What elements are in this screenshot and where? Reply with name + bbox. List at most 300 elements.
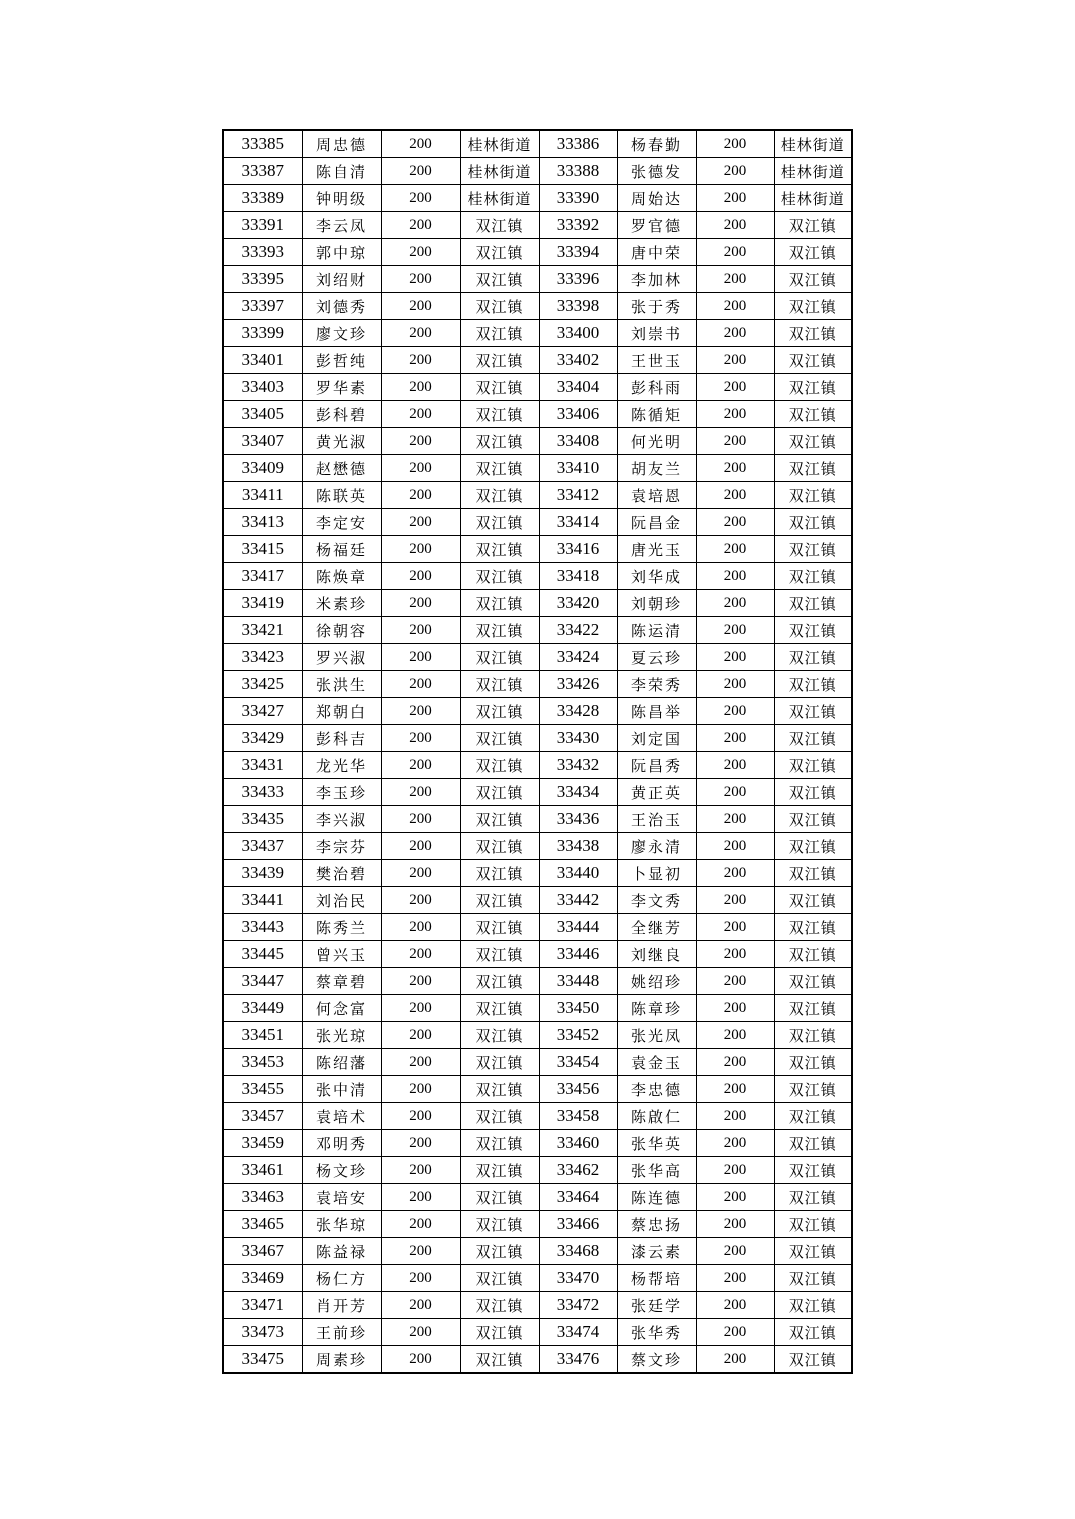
location-cell: 双江镇 (460, 779, 539, 806)
amount-cell: 200 (381, 671, 460, 698)
table-row (223, 941, 852, 968)
location-cell: 双江镇 (774, 590, 852, 617)
person-name-cell: 李云凤 (302, 212, 381, 239)
amount-cell: 200 (381, 185, 460, 212)
person-name-cell: 李忠德 (617, 1076, 696, 1103)
record-id-cell: 33453 (223, 1049, 302, 1076)
person-name-cell: 陈循矩 (617, 401, 696, 428)
person-name-cell: 李玉珍 (302, 779, 381, 806)
person-name-cell: 陈章珍 (617, 995, 696, 1022)
person-name-cell: 李文秀 (617, 887, 696, 914)
amount-cell: 200 (381, 617, 460, 644)
person-name-cell: 黄光淑 (302, 428, 381, 455)
record-id-cell: 33468 (539, 1238, 617, 1265)
record-id-cell: 33423 (223, 644, 302, 671)
location-cell: 双江镇 (774, 347, 852, 374)
location-cell: 双江镇 (774, 482, 852, 509)
table-row (223, 833, 852, 860)
location-cell: 双江镇 (460, 752, 539, 779)
amount-cell: 200 (381, 455, 460, 482)
record-id-cell: 33456 (539, 1076, 617, 1103)
location-cell: 双江镇 (774, 374, 852, 401)
amount-cell: 200 (696, 941, 774, 968)
location-cell: 双江镇 (774, 806, 852, 833)
location-cell: 双江镇 (460, 482, 539, 509)
person-name-cell: 杨仁方 (302, 1265, 381, 1292)
location-cell: 双江镇 (460, 320, 539, 347)
amount-cell: 200 (381, 293, 460, 320)
record-id-cell: 33445 (223, 941, 302, 968)
record-id-cell: 33452 (539, 1022, 617, 1049)
table-row (223, 374, 852, 401)
table-row (223, 914, 852, 941)
person-name-cell: 曾兴玉 (302, 941, 381, 968)
person-name-cell: 周素珍 (302, 1346, 381, 1374)
record-id-cell: 33448 (539, 968, 617, 995)
amount-cell: 200 (696, 779, 774, 806)
amount-cell: 200 (696, 293, 774, 320)
location-cell: 双江镇 (774, 671, 852, 698)
table-row (223, 806, 852, 833)
location-cell: 双江镇 (774, 401, 852, 428)
record-id-cell: 33433 (223, 779, 302, 806)
person-name-cell: 阮昌秀 (617, 752, 696, 779)
person-name-cell: 袁金玉 (617, 1049, 696, 1076)
amount-cell: 200 (696, 590, 774, 617)
table-row (223, 239, 852, 266)
amount-cell: 200 (381, 860, 460, 887)
location-cell: 双江镇 (460, 347, 539, 374)
location-cell: 双江镇 (774, 266, 852, 293)
record-id-cell: 33463 (223, 1184, 302, 1211)
location-cell: 桂林街道 (460, 185, 539, 212)
location-cell: 双江镇 (460, 266, 539, 293)
amount-cell: 200 (381, 833, 460, 860)
table-row (223, 617, 852, 644)
table-row (223, 320, 852, 347)
table-row (223, 293, 852, 320)
location-cell: 双江镇 (774, 860, 852, 887)
person-name-cell: 蔡章碧 (302, 968, 381, 995)
person-name-cell: 张洪生 (302, 671, 381, 698)
location-cell: 双江镇 (460, 698, 539, 725)
amount-cell: 200 (381, 995, 460, 1022)
amount-cell: 200 (381, 1157, 460, 1184)
table-row (223, 1292, 852, 1319)
location-cell: 双江镇 (774, 1292, 852, 1319)
location-cell: 双江镇 (460, 725, 539, 752)
record-id-cell: 33465 (223, 1211, 302, 1238)
location-cell: 双江镇 (460, 428, 539, 455)
person-name-cell: 罗华素 (302, 374, 381, 401)
record-id-cell: 33436 (539, 806, 617, 833)
person-name-cell: 杨福廷 (302, 536, 381, 563)
amount-cell: 200 (696, 266, 774, 293)
amount-cell: 200 (381, 1238, 460, 1265)
location-cell: 双江镇 (774, 698, 852, 725)
record-id-cell: 33425 (223, 671, 302, 698)
amount-cell: 200 (696, 320, 774, 347)
amount-cell: 200 (696, 347, 774, 374)
amount-cell: 200 (696, 752, 774, 779)
record-id-cell: 33411 (223, 482, 302, 509)
record-id-cell: 33427 (223, 698, 302, 725)
record-id-cell: 33464 (539, 1184, 617, 1211)
table-body (223, 130, 852, 1373)
table-row (223, 509, 852, 536)
person-name-cell: 李加林 (617, 266, 696, 293)
table-row (223, 1103, 852, 1130)
person-name-cell: 黄正英 (617, 779, 696, 806)
record-id-cell: 33454 (539, 1049, 617, 1076)
amount-cell: 200 (696, 617, 774, 644)
location-cell: 双江镇 (460, 212, 539, 239)
person-name-cell: 彭科吉 (302, 725, 381, 752)
location-cell: 双江镇 (774, 293, 852, 320)
record-id-cell: 33403 (223, 374, 302, 401)
location-cell: 双江镇 (774, 536, 852, 563)
person-name-cell: 龙光华 (302, 752, 381, 779)
person-name-cell: 漆云素 (617, 1238, 696, 1265)
amount-cell: 200 (696, 887, 774, 914)
record-id-cell: 33430 (539, 725, 617, 752)
person-name-cell: 陈自清 (302, 158, 381, 185)
location-cell: 双江镇 (774, 968, 852, 995)
location-cell: 双江镇 (774, 644, 852, 671)
location-cell: 双江镇 (460, 1238, 539, 1265)
person-name-cell: 袁培恩 (617, 482, 696, 509)
person-name-cell: 彭科雨 (617, 374, 696, 401)
table-row (223, 590, 852, 617)
record-id-cell: 33401 (223, 347, 302, 374)
person-name-cell: 郑朝白 (302, 698, 381, 725)
person-name-cell: 邓明秀 (302, 1130, 381, 1157)
table-row (223, 968, 852, 995)
amount-cell: 200 (381, 1130, 460, 1157)
record-id-cell: 33432 (539, 752, 617, 779)
table-row (223, 536, 852, 563)
amount-cell: 200 (696, 725, 774, 752)
record-id-cell: 33470 (539, 1265, 617, 1292)
amount-cell: 200 (696, 1076, 774, 1103)
record-id-cell: 33447 (223, 968, 302, 995)
amount-cell: 200 (381, 1265, 460, 1292)
record-id-cell: 33390 (539, 185, 617, 212)
record-id-cell: 33419 (223, 590, 302, 617)
record-id-cell: 33459 (223, 1130, 302, 1157)
amount-cell: 200 (696, 671, 774, 698)
amount-cell: 200 (696, 1103, 774, 1130)
person-name-cell: 刘绍财 (302, 266, 381, 293)
person-name-cell: 郭中琼 (302, 239, 381, 266)
location-cell: 双江镇 (460, 941, 539, 968)
record-id-cell: 33444 (539, 914, 617, 941)
record-id-cell: 33396 (539, 266, 617, 293)
person-name-cell: 张华英 (617, 1130, 696, 1157)
person-name-cell: 何光明 (617, 428, 696, 455)
location-cell: 双江镇 (774, 1184, 852, 1211)
amount-cell: 200 (381, 1346, 460, 1374)
table-row (223, 1130, 852, 1157)
location-cell: 双江镇 (460, 239, 539, 266)
amount-cell: 200 (696, 806, 774, 833)
amount-cell: 200 (696, 1049, 774, 1076)
location-cell: 桂林街道 (774, 158, 852, 185)
location-cell: 双江镇 (460, 563, 539, 590)
person-name-cell: 周始达 (617, 185, 696, 212)
record-id-cell: 33410 (539, 455, 617, 482)
record-id-cell: 33475 (223, 1346, 302, 1374)
location-cell: 双江镇 (774, 1346, 852, 1374)
table-row (223, 752, 852, 779)
table-row (223, 563, 852, 590)
table-row (223, 725, 852, 752)
location-cell: 双江镇 (774, 1238, 852, 1265)
person-name-cell: 蔡文珍 (617, 1346, 696, 1374)
location-cell: 双江镇 (774, 1130, 852, 1157)
location-cell: 双江镇 (460, 509, 539, 536)
table-row (223, 1049, 852, 1076)
person-name-cell: 徐朝容 (302, 617, 381, 644)
location-cell: 双江镇 (460, 1319, 539, 1346)
record-id-cell: 33389 (223, 185, 302, 212)
location-cell: 双江镇 (460, 1049, 539, 1076)
record-id-cell: 33422 (539, 617, 617, 644)
record-id-cell: 33429 (223, 725, 302, 752)
location-cell: 双江镇 (774, 1049, 852, 1076)
payment-list-table (222, 129, 853, 1374)
record-id-cell: 33424 (539, 644, 617, 671)
location-cell: 双江镇 (774, 1076, 852, 1103)
amount-cell: 200 (696, 185, 774, 212)
amount-cell: 200 (696, 1319, 774, 1346)
table-row (223, 1022, 852, 1049)
amount-cell: 200 (381, 1211, 460, 1238)
amount-cell: 200 (696, 482, 774, 509)
person-name-cell: 张于秀 (617, 293, 696, 320)
location-cell: 双江镇 (774, 428, 852, 455)
amount-cell: 200 (696, 1265, 774, 1292)
location-cell: 双江镇 (774, 455, 852, 482)
person-name-cell: 彭哲纯 (302, 347, 381, 374)
amount-cell: 200 (696, 914, 774, 941)
amount-cell: 200 (381, 212, 460, 239)
amount-cell: 200 (696, 239, 774, 266)
location-cell: 双江镇 (460, 1265, 539, 1292)
record-id-cell: 33472 (539, 1292, 617, 1319)
location-cell: 双江镇 (774, 320, 852, 347)
record-id-cell: 33418 (539, 563, 617, 590)
person-name-cell: 钟明级 (302, 185, 381, 212)
record-id-cell: 33439 (223, 860, 302, 887)
amount-cell: 200 (381, 509, 460, 536)
record-id-cell: 33458 (539, 1103, 617, 1130)
record-id-cell: 33461 (223, 1157, 302, 1184)
person-name-cell: 李定安 (302, 509, 381, 536)
location-cell: 双江镇 (774, 1265, 852, 1292)
amount-cell: 200 (381, 941, 460, 968)
person-name-cell: 卜显初 (617, 860, 696, 887)
table-row (223, 185, 852, 212)
record-id-cell: 33407 (223, 428, 302, 455)
location-cell: 双江镇 (774, 1022, 852, 1049)
record-id-cell: 33428 (539, 698, 617, 725)
amount-cell: 200 (696, 995, 774, 1022)
record-id-cell: 33409 (223, 455, 302, 482)
person-name-cell: 张华秀 (617, 1319, 696, 1346)
amount-cell: 200 (381, 1319, 460, 1346)
amount-cell: 200 (381, 428, 460, 455)
location-cell: 双江镇 (774, 833, 852, 860)
amount-cell: 200 (381, 158, 460, 185)
person-name-cell: 袁培术 (302, 1103, 381, 1130)
person-name-cell: 陈焕章 (302, 563, 381, 590)
record-id-cell: 33460 (539, 1130, 617, 1157)
location-cell: 双江镇 (774, 779, 852, 806)
location-cell: 双江镇 (774, 887, 852, 914)
amount-cell: 200 (696, 563, 774, 590)
record-id-cell: 33392 (539, 212, 617, 239)
person-name-cell: 杨春勤 (617, 130, 696, 158)
location-cell: 双江镇 (774, 1211, 852, 1238)
record-id-cell: 33416 (539, 536, 617, 563)
person-name-cell: 彭科碧 (302, 401, 381, 428)
record-id-cell: 33414 (539, 509, 617, 536)
location-cell: 双江镇 (460, 617, 539, 644)
location-cell: 双江镇 (460, 833, 539, 860)
location-cell: 双江镇 (460, 1076, 539, 1103)
location-cell: 双江镇 (460, 1103, 539, 1130)
table-row (223, 1184, 852, 1211)
record-id-cell: 33441 (223, 887, 302, 914)
record-id-cell: 33467 (223, 1238, 302, 1265)
amount-cell: 200 (696, 1238, 774, 1265)
person-name-cell: 周忠德 (302, 130, 381, 158)
amount-cell: 200 (696, 698, 774, 725)
person-name-cell: 樊治碧 (302, 860, 381, 887)
table-row (223, 212, 852, 239)
location-cell: 双江镇 (460, 644, 539, 671)
person-name-cell: 刘继良 (617, 941, 696, 968)
location-cell: 双江镇 (460, 995, 539, 1022)
location-cell: 双江镇 (774, 725, 852, 752)
amount-cell: 200 (696, 1346, 774, 1374)
record-id-cell: 33473 (223, 1319, 302, 1346)
amount-cell: 200 (381, 563, 460, 590)
location-cell: 双江镇 (460, 1346, 539, 1374)
table-row (223, 995, 852, 1022)
location-cell: 双江镇 (460, 968, 539, 995)
amount-cell: 200 (696, 455, 774, 482)
person-name-cell: 全继芳 (617, 914, 696, 941)
record-id-cell: 33385 (223, 130, 302, 158)
person-name-cell: 陈绍藩 (302, 1049, 381, 1076)
table-row (223, 671, 852, 698)
table-row (223, 1211, 852, 1238)
amount-cell: 200 (696, 158, 774, 185)
location-cell: 双江镇 (774, 212, 852, 239)
record-id-cell: 33474 (539, 1319, 617, 1346)
location-cell: 双江镇 (774, 914, 852, 941)
record-id-cell: 33400 (539, 320, 617, 347)
record-id-cell: 33462 (539, 1157, 617, 1184)
record-id-cell: 33437 (223, 833, 302, 860)
table-row (223, 644, 852, 671)
person-name-cell: 陈啟仁 (617, 1103, 696, 1130)
person-name-cell: 刘朝珍 (617, 590, 696, 617)
table-row (223, 698, 852, 725)
amount-cell: 200 (381, 752, 460, 779)
record-id-cell: 33393 (223, 239, 302, 266)
location-cell: 双江镇 (774, 563, 852, 590)
location-cell: 双江镇 (460, 1292, 539, 1319)
person-name-cell: 张光凤 (617, 1022, 696, 1049)
location-cell: 双江镇 (774, 995, 852, 1022)
record-id-cell: 33391 (223, 212, 302, 239)
person-name-cell: 姚绍珍 (617, 968, 696, 995)
table-row (223, 779, 852, 806)
amount-cell: 200 (696, 401, 774, 428)
record-id-cell: 33440 (539, 860, 617, 887)
person-name-cell: 肖开芳 (302, 1292, 381, 1319)
amount-cell: 200 (381, 1076, 460, 1103)
person-name-cell: 刘崇书 (617, 320, 696, 347)
location-cell: 双江镇 (774, 509, 852, 536)
table-row (223, 401, 852, 428)
person-name-cell: 何念富 (302, 995, 381, 1022)
person-name-cell: 夏云珍 (617, 644, 696, 671)
amount-cell: 200 (381, 536, 460, 563)
record-id-cell: 33408 (539, 428, 617, 455)
person-name-cell: 王治玉 (617, 806, 696, 833)
record-id-cell: 33450 (539, 995, 617, 1022)
person-name-cell: 罗官德 (617, 212, 696, 239)
person-name-cell: 陈秀兰 (302, 914, 381, 941)
location-cell: 双江镇 (774, 941, 852, 968)
person-name-cell: 张廷学 (617, 1292, 696, 1319)
location-cell: 双江镇 (460, 806, 539, 833)
table-row (223, 130, 852, 158)
amount-cell: 200 (381, 401, 460, 428)
amount-cell: 200 (381, 1022, 460, 1049)
table-row (223, 887, 852, 914)
record-id-cell: 33397 (223, 293, 302, 320)
location-cell: 双江镇 (460, 914, 539, 941)
record-id-cell: 33438 (539, 833, 617, 860)
amount-cell: 200 (696, 968, 774, 995)
location-cell: 桂林街道 (774, 130, 852, 158)
person-name-cell: 王前珍 (302, 1319, 381, 1346)
person-name-cell: 张中清 (302, 1076, 381, 1103)
amount-cell: 200 (381, 590, 460, 617)
person-name-cell: 刘德秀 (302, 293, 381, 320)
amount-cell: 200 (381, 130, 460, 158)
location-cell: 双江镇 (460, 1184, 539, 1211)
amount-cell: 200 (696, 833, 774, 860)
table-row (223, 347, 852, 374)
record-id-cell: 33466 (539, 1211, 617, 1238)
table-row (223, 1076, 852, 1103)
amount-cell: 200 (381, 968, 460, 995)
amount-cell: 200 (696, 1292, 774, 1319)
person-name-cell: 陈益禄 (302, 1238, 381, 1265)
location-cell: 双江镇 (774, 617, 852, 644)
table-row (223, 158, 852, 185)
person-name-cell: 唐光玉 (617, 536, 696, 563)
location-cell: 双江镇 (460, 536, 539, 563)
person-name-cell: 刘华成 (617, 563, 696, 590)
record-id-cell: 33395 (223, 266, 302, 293)
